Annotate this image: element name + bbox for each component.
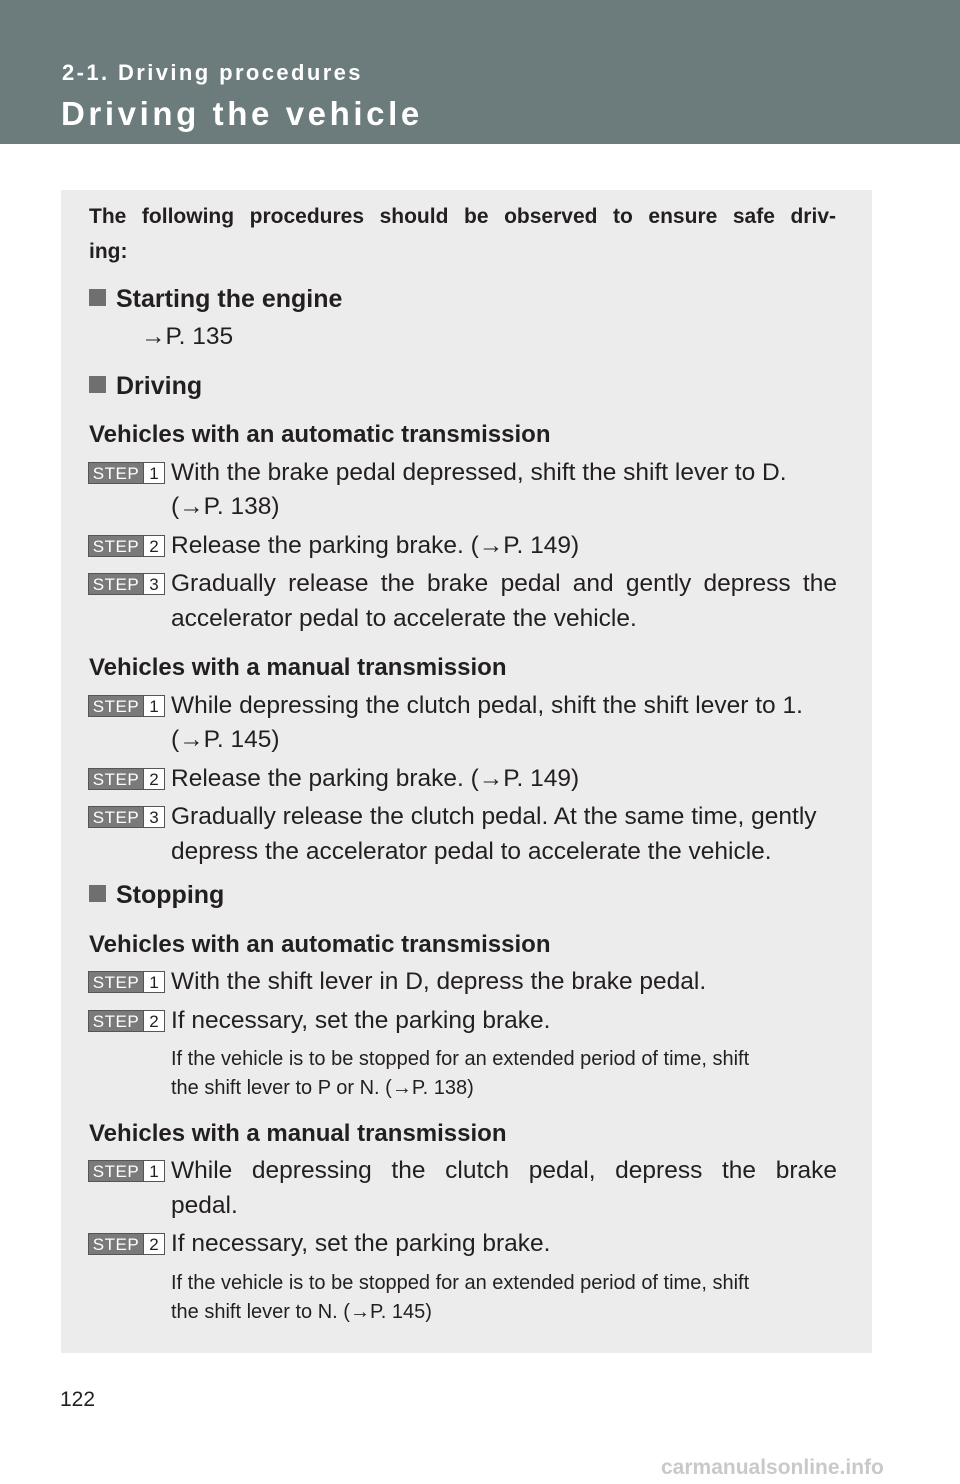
square-bullet-icon: [89, 289, 106, 306]
note-text: If the vehicle is to be stopped for an extended period of time, shift: [171, 1272, 750, 1294]
square-bullet-icon: [89, 885, 106, 902]
step-text: If necessary, set the parking brake.: [171, 1007, 551, 1034]
step-text: Release the parking brake. (→P. 149): [171, 765, 580, 792]
intro-text: The following procedures should be observed to ensure safe driv-: [89, 205, 836, 228]
step-text-cont: accelerator pedal to accelerate the vehicle.: [171, 605, 637, 632]
heading-driving: Driving: [89, 372, 202, 401]
heading-starting-engine: Starting the engine: [89, 285, 342, 314]
step-badge: STEP 1: [88, 1160, 165, 1182]
step-badge: STEP 1: [88, 971, 165, 993]
step-badge: STEP 2: [88, 768, 165, 790]
note-text-cont: the shift lever to P or N. (→P. 138): [171, 1077, 474, 1099]
page-number: 122: [60, 1388, 96, 1411]
subheading-driving-automatic: Vehicles with an automatic transmission: [89, 421, 551, 448]
note-text-cont: the shift lever to N. (→P. 145): [171, 1301, 432, 1323]
step-text: If necessary, set the parking brake.: [171, 1230, 551, 1257]
watermark: carmanualsonline.info: [661, 1456, 884, 1479]
step-badge: STEP 1: [88, 462, 165, 484]
page-title: Driving the vehicle: [61, 95, 423, 132]
step-text-cont: (→P. 138): [171, 493, 280, 520]
step-text: Gradually release the brake pedal and gently depress the: [171, 570, 837, 597]
subheading-driving-manual: Vehicles with a manual transmission: [89, 654, 507, 681]
note-text: If the vehicle is to be stopped for an extended period of time, shift: [171, 1048, 750, 1070]
heading-stopping: Stopping: [89, 881, 224, 910]
step-text: While depressing the clutch pedal, shift the shift lever to 1.: [171, 692, 803, 719]
step-badge: STEP 3: [88, 806, 165, 828]
step-text: Gradually release the clutch pedal. At the same time, gently: [171, 803, 817, 830]
step-badge: STEP 2: [88, 1010, 165, 1032]
step-badge: STEP 3: [88, 573, 165, 595]
step-badge: STEP 2: [88, 535, 165, 557]
step-text: With the shift lever in D, depress the brake pedal.: [171, 968, 707, 995]
step-text: While depressing the clutch pedal, depress the brake: [171, 1157, 837, 1184]
page-ref-starting: →P. 135: [141, 323, 234, 350]
step-text-cont: (→P. 145): [171, 726, 280, 753]
step-text-cont: depress the accelerator pedal to accelerate the vehicle.: [171, 838, 772, 865]
step-text: Release the parking brake. (→P. 149): [171, 532, 580, 559]
subheading-stopping-automatic: Vehicles with an automatic transmission: [89, 931, 551, 958]
page-header: [0, 0, 960, 144]
step-text: With the brake pedal depressed, shift the shift lever to D.: [171, 459, 787, 486]
step-badge: STEP 2: [88, 1233, 165, 1255]
section-label: 2-1. Driving procedures: [62, 60, 363, 85]
square-bullet-icon: [89, 376, 106, 393]
step-badge: STEP 1: [88, 695, 165, 717]
step-text-cont: pedal.: [171, 1192, 238, 1219]
intro-text-cont: ing:: [89, 240, 128, 263]
subheading-stopping-manual: Vehicles with a manual transmission: [89, 1120, 507, 1147]
